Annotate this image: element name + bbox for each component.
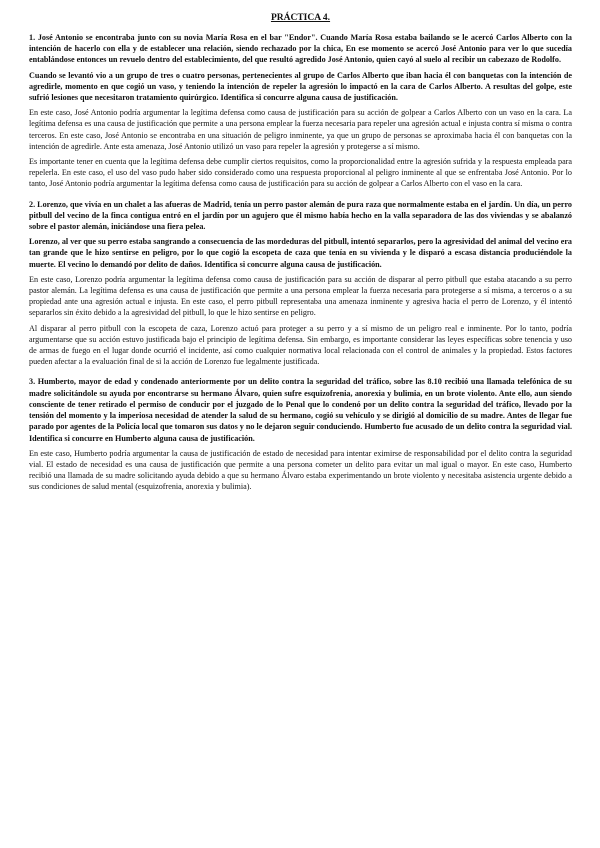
- exercise-1-statement: Cuando se levantó vio a un grupo de tres o cuatro personas, pertenecientes al grupo de Carlos Alberto que iban hacia él con banquetas con la intención de agredirle, momento en que cogió un vaso, y teniendo la intención de repeler la agresión lo impactó en la cara de Carlos Alberto. A resultas del golpe, este sufrió lesiones que necesitaron tratamiento quirúrgico. Identifica si concurre alguna causa de justificación.: [29, 70, 572, 103]
- document-title: PRÁCTICA 4.: [270, 13, 331, 23]
- exercise-2-statement: 2. Lorenzo, que vivía en un chalet a las afueras de Madrid, tenía un perro pastor alemán de pura raza que normalmente estaba en el jardín. Un día, un perro pitbull del vecino de la finca contigua entró en el jardín por un agujero que él mismo había hecho en la valla separadora de las dos viviendas y se abalanzó sobre el pastor alemán, iniciándose una fiera pelea.: [29, 199, 572, 232]
- exercise-3: [29, 376, 572, 492]
- exercise-3-answer: En este caso, Humberto podría argumentar la causa de justificación de estado de necesidad para intentar eximirse de responsabilidad por el delito contra la seguridad vial. El estado de necesidad es una causa de justificación que permite a una persona cometer un delito para evitar un mal igual o mayor. En este caso, Humberto recibió una llamada de su madre solicitando ayuda debido a que su hermano Álvaro estaba experimentando un brote violento y necesitaba asistencia urgente debido a sus condiciones de salud mental (esquizofrenia, anorexia y bulimia).: [29, 448, 572, 492]
- exercise-1-statement: 1. José Antonio se encontraba junto con su novia María Rosa en el bar "Endor". Cuando María Rosa estaba bailando se le acercó Carlos Alberto con la intención de hacerlo con ella y de establecer una relación, siendo rechazado por la chica, En ese momento se acercó José Antonio para ver lo que sucedía entablándose entonces un revuelo dentro del establecimiento, del que resultó agredido José Antonio, quien cayó al suelo al recibir un cabezazo de Rodolfo.: [29, 33, 572, 65]
- exercise-1-answer: En este caso, José Antonio podría argumentar la legítima defensa como causa de justificación para su acción de golpear a Carlos Alberto con un vaso en la cara. La legítima defensa es una causa de justificación que permite a una persona emplear la fuerza necesaria para repeler una agresión actual e injusta contra sí misma o contra terceros. En este caso, José Antonio se encontraba en una situación de peligro inminente, ya que un grupo de personas se aproximaba hacia él con banquetas con la intención de agredirle. Ante esta amenaza, José Antonio utilizó un vaso para repeler la agresión y protegerse a sí mismo.: [29, 108, 572, 151]
- exercise-2: [29, 199, 572, 368]
- exercise-1-answer: Es importante tener en cuenta que la legítima defensa debe cumplir ciertos requisitos, como la proporcionalidad entre la agresión sufrida y la respuesta empleada para repelerla. En este caso, el uso del vaso pudo haber sido considerado como una respuesta proporcional al peligro inminente al que se enfrentaba José Antonio. Por lo tanto, José Antonio podría argumentar la legítima defensa como causa de justificación para su acción de golpear a Carlos Alberto con el vaso en la cara.: [29, 157, 572, 189]
- exercise-2-answer: En este caso, Lorenzo podría argumentar la legítima defensa como causa de justificación para su acción de disparar al perro pitbull que estaba atacando a su perro pastor alemán. La legítima defensa es una causa de justificación que permite a una persona emplear la fuerza necesaria para protegerse a sí misma, a terceros o a su propiedad ante una agresión actual e injusta. En este caso, el perro pitbull representaba una amenaza inminente y agresiva hacia el perro de Lorenzo, y él intentó separarlos sin éxito debido a la agresividad del pitbull, lo que le hizo sentirse en peligro.: [29, 274, 572, 318]
- exercise-2-answer: Al disparar al perro pitbull con la escopeta de caza, Lorenzo actuó para proteger a su perro y a sí mismo de un peligro real e inminente. Por lo tanto, podría argumentarse que su acción estuvo justificada bajo el principio de legítima defensa. Sin embargo, es importante considerar las leyes específicas sobre tenencia y uso de armas de fuego en el lugar donde ocurrió el incidente, así como cualquier normativa local relacionada con el control de animales y la propiedad. Estos factores pueden afectar a la evaluación final de si la acción de Lorenzo fue legalmente justificada.: [29, 323, 572, 367]
- exercise-1: [29, 32, 572, 190]
- document-page: [29, 12, 572, 502]
- exercise-3-statement: 3. Humberto, mayor de edad y condenado anteriormente por un delito contra la seguridad del tráfico, sobre las 8.10 recibió una llamada telefónica de su madre solicitándole su ayuda por encontrarse su hermano Álvaro, quien sufre esquizofrenia, anorexia y bulimia, en un brote violento. Ante ello, aun siendo consciente de tener retirado el permiso de conducir por el juzgado de lo Penal que lo condenó por un delito contra la seguridad del tráfico, llevado por la tensión del momento y la imperiosa necesidad de atender la salud de su hermano, cogió su vehículo y se dirigió al domicilio de su madre. Antes de llegar fue parado por agentes de la Policía local que tomaron sus datos y no le dejaron seguir conduciendo. Humberto fue acusado de un delito contra la seguridad vial. Identifica si concurre en Humberto alguna causa de justificación.: [29, 377, 572, 443]
- exercise-2-statement: Lorenzo, al ver que su perro estaba sangrando a consecuencia de las mordeduras del pitbull, intentó separarlos, pero la agresividad del animal del vecino era tan grande que le hizo sentirse en peligro, por lo que cogió la escopeta de caza que tenía en su vivienda y le disparó a escasa distancia produciéndole la muerte. El vecino lo demandó por delito de daños. Identifica si concurre alguna causa de justificación.: [29, 237, 572, 269]
